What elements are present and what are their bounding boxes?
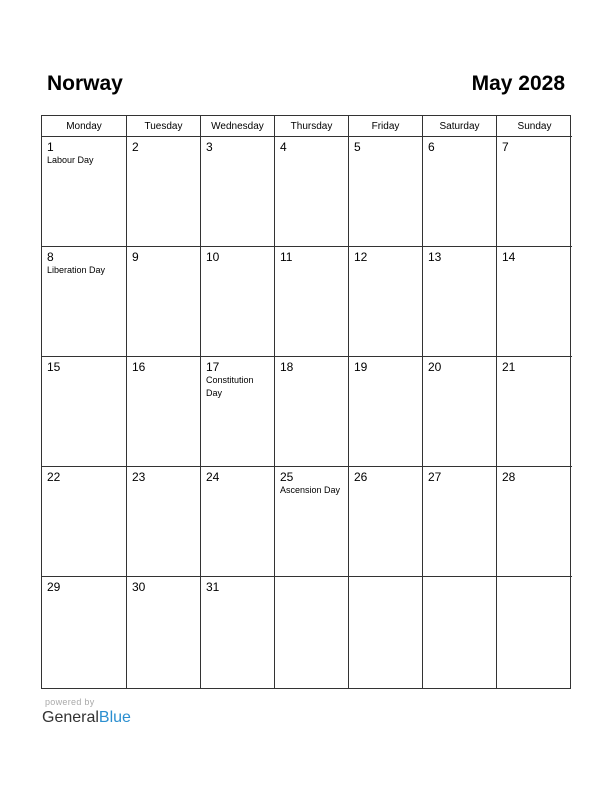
- day-cell-25: [275, 467, 349, 577]
- day-cell-7: [497, 137, 572, 247]
- generalblue-logo: [42, 708, 131, 728]
- day-number: 1: [47, 140, 54, 154]
- holiday-label: Labour Day: [47, 155, 94, 165]
- holiday-label: Liberation Day: [47, 265, 106, 275]
- day-cell-16: [127, 357, 201, 467]
- day-number: 17: [206, 360, 220, 374]
- day-number: 9: [132, 250, 139, 264]
- weekday-header-wednesday: Wednesday: [201, 116, 275, 137]
- day-number: 3: [206, 140, 213, 154]
- month-year-title: May 2028: [471, 72, 565, 95]
- day-number: 30: [132, 580, 146, 594]
- day-number: 13: [428, 250, 442, 264]
- day-cell-11: [275, 247, 349, 357]
- day-number: 19: [354, 360, 368, 374]
- day-number: 26: [354, 470, 368, 484]
- day-number: 15: [47, 360, 61, 374]
- day-number: 16: [132, 360, 146, 374]
- day-cell-21: [497, 357, 572, 467]
- day-number: 12: [354, 250, 368, 264]
- day-number: 31: [206, 580, 220, 594]
- day-cell-24: [201, 467, 275, 577]
- brand-blue-text: Blue: [98, 709, 131, 726]
- day-number: 29: [47, 580, 61, 594]
- day-number: 2: [132, 140, 139, 154]
- day-number: 28: [502, 470, 516, 484]
- country-title: Norway: [47, 72, 123, 95]
- day-number: 11: [280, 250, 293, 264]
- empty-day-cell: [349, 577, 423, 688]
- day-number: 22: [47, 470, 61, 484]
- day-cell-10: [201, 247, 275, 357]
- day-number: 14: [502, 250, 516, 264]
- day-cell-23: [127, 467, 201, 577]
- weekday-header-friday: Friday: [349, 116, 423, 137]
- day-cell-20: [423, 357, 497, 467]
- day-number: 4: [280, 140, 287, 154]
- day-cell-8: [42, 247, 127, 357]
- day-cell-31: [201, 577, 275, 688]
- weekday-header-sunday: Sunday: [497, 116, 572, 137]
- day-number: 23: [132, 470, 146, 484]
- weekday-header-thursday: Thursday: [275, 116, 349, 137]
- day-cell-26: [349, 467, 423, 577]
- day-cell-18: [275, 357, 349, 467]
- day-cell-1: [42, 137, 127, 247]
- weekday-header-saturday: Saturday: [423, 116, 497, 137]
- day-number: 27: [428, 470, 442, 484]
- brand-general-text: General: [42, 709, 99, 726]
- empty-day-cell: [423, 577, 497, 688]
- day-number: 6: [428, 140, 435, 154]
- day-cell-3: [201, 137, 275, 247]
- weekday-header-tuesday: Tuesday: [127, 116, 201, 137]
- calendar-grid: [41, 115, 571, 689]
- day-number: 10: [206, 250, 220, 264]
- day-cell-28: [497, 467, 572, 577]
- weekday-header-monday: Monday: [42, 116, 127, 137]
- day-number: 7: [502, 140, 509, 154]
- empty-day-cell: [275, 577, 349, 688]
- day-cell-9: [127, 247, 201, 357]
- day-cell-29: [42, 577, 127, 688]
- day-cell-27: [423, 467, 497, 577]
- powered-by-text: powered by: [45, 697, 95, 707]
- day-cell-4: [275, 137, 349, 247]
- day-cell-22: [42, 467, 127, 577]
- holiday-label: Constitution Day: [206, 375, 254, 398]
- day-number: 20: [428, 360, 442, 374]
- day-cell-5: [349, 137, 423, 247]
- day-cell-30: [127, 577, 201, 688]
- holiday-label: Ascension Day: [280, 485, 341, 495]
- day-number: 8: [47, 250, 54, 264]
- day-cell-13: [423, 247, 497, 357]
- day-cell-12: [349, 247, 423, 357]
- day-number: 21: [502, 360, 516, 374]
- day-cell-17: [201, 357, 275, 467]
- day-cell-6: [423, 137, 497, 247]
- day-number: 25: [280, 470, 294, 484]
- day-cell-19: [349, 357, 423, 467]
- day-number: 24: [206, 470, 220, 484]
- day-cell-15: [42, 357, 127, 467]
- day-cell-2: [127, 137, 201, 247]
- day-number: 18: [280, 360, 294, 374]
- empty-day-cell: [497, 577, 572, 688]
- day-number: 5: [354, 140, 361, 154]
- day-cell-14: [497, 247, 572, 357]
